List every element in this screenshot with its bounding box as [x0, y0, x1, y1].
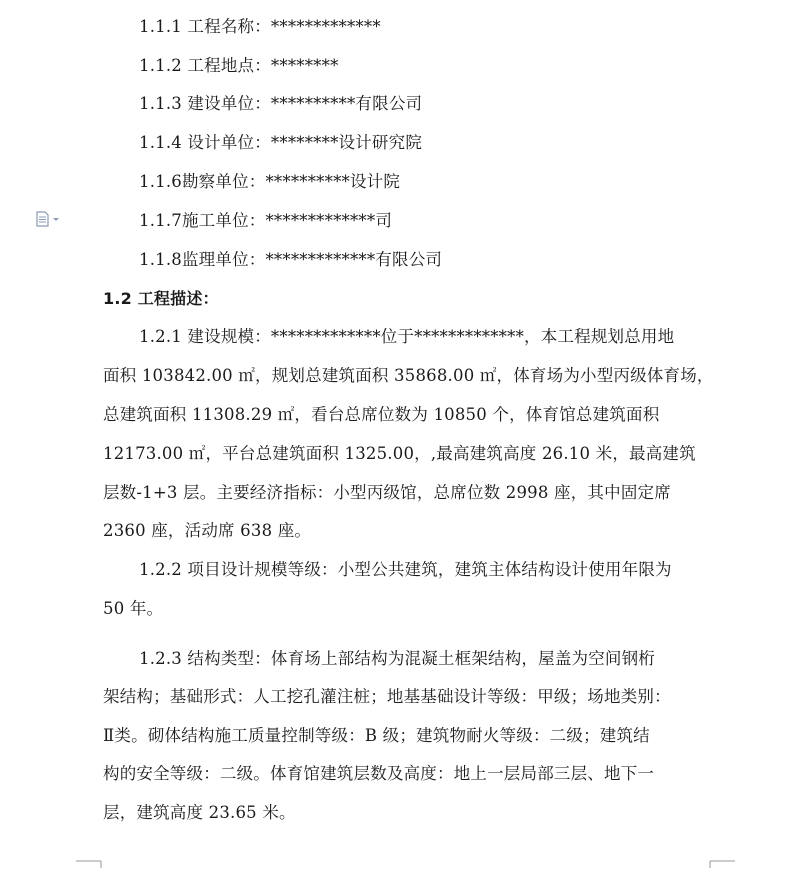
item-1-1-3	[139, 94, 422, 114]
document-dropdown-icon[interactable]	[36, 211, 66, 227]
para-1-2-3-line-4: 构的安全等级：二级。体育馆建筑层数及高度：地上一层局部三层、地下一	[103, 764, 655, 783]
item-1-1-8	[139, 250, 442, 270]
item-1-1-1	[139, 17, 381, 37]
item-1-1-7	[139, 211, 392, 231]
para-1-2-1-line-6: 2360 座，活动席 638 座。	[103, 521, 312, 540]
item-number: 1.1.4	[139, 133, 182, 152]
para-1-2-1-line-4: 12173.00 ㎡，平台总建筑面积 1325.00，,最高建筑高度 26.10 米，最高建筑	[103, 444, 696, 463]
para-1-2-3-line-2: 架结构；基础形式：人工挖孔灌注桩；地基基础设计等级：甲级；场地类别：	[103, 687, 671, 706]
para-1-2-2-line-2: 50 年。	[103, 599, 164, 618]
para-1-2-1-line-3: 总建筑面积 11308.29 ㎡，看台总席位数为 10850 个，体育馆总建筑面积	[103, 405, 660, 424]
item-number: 1.1.3	[139, 94, 182, 113]
para-1-2-3-line-3: Ⅱ类。砌体结构施工质量控制等级：B 级；建筑物耐火等级：二级；建筑结	[103, 726, 650, 745]
item-text: 施工单位：*************司	[181, 211, 393, 230]
item-text: 监理单位：*************有限公司	[181, 250, 443, 269]
para-1-2-2-line-1: 1.2.2 项目设计规模等级：小型公共建筑，建筑主体结构设计使用年限为	[139, 560, 672, 579]
item-1-1-2	[139, 56, 339, 76]
para-1-2-3-line-1: 1.2.3 结构类型：体育场上部结构为混凝土框架结构，屋盖为空间钢桁	[139, 649, 656, 668]
item-text: 工程名称：*************	[181, 17, 381, 36]
para-1-2-1-line-2: 面积 103842.00 ㎡，规划总建筑面积 35868.00 ㎡，体育场为小型丙级体育场，	[103, 366, 714, 385]
item-number: 1.1.7	[139, 211, 182, 230]
item-1-1-4	[139, 133, 422, 153]
item-number: 1.1.8	[139, 250, 182, 269]
item-text: 勘察单位：**********设计院	[181, 172, 401, 191]
page-corner-mark-right	[709, 860, 735, 868]
item-number: 1.1.1	[139, 17, 182, 36]
page-corner-mark-left	[76, 860, 102, 868]
item-text: 设计单位：********设计研究院	[181, 133, 423, 152]
para-1-2-1-line-1: 1.2.1 建设规模：*************位于*************，本工程规划总用地	[139, 327, 675, 346]
para-1-2-3-line-5: 层，建筑高度 23.65 米。	[103, 803, 296, 822]
item-1-1-6	[139, 172, 400, 192]
section-heading: 1.2 工程描述：	[103, 289, 219, 308]
item-text: 工程地点：********	[181, 56, 339, 75]
para-1-2-1-line-5: 层数-1+3 层。主要经济指标：小型丙级馆，总席位数 2998 座，其中固定席	[103, 483, 671, 502]
item-text: 建设单位：**********有限公司	[181, 94, 423, 113]
item-number: 1.1.2	[139, 56, 182, 75]
item-number: 1.1.6	[139, 172, 182, 191]
